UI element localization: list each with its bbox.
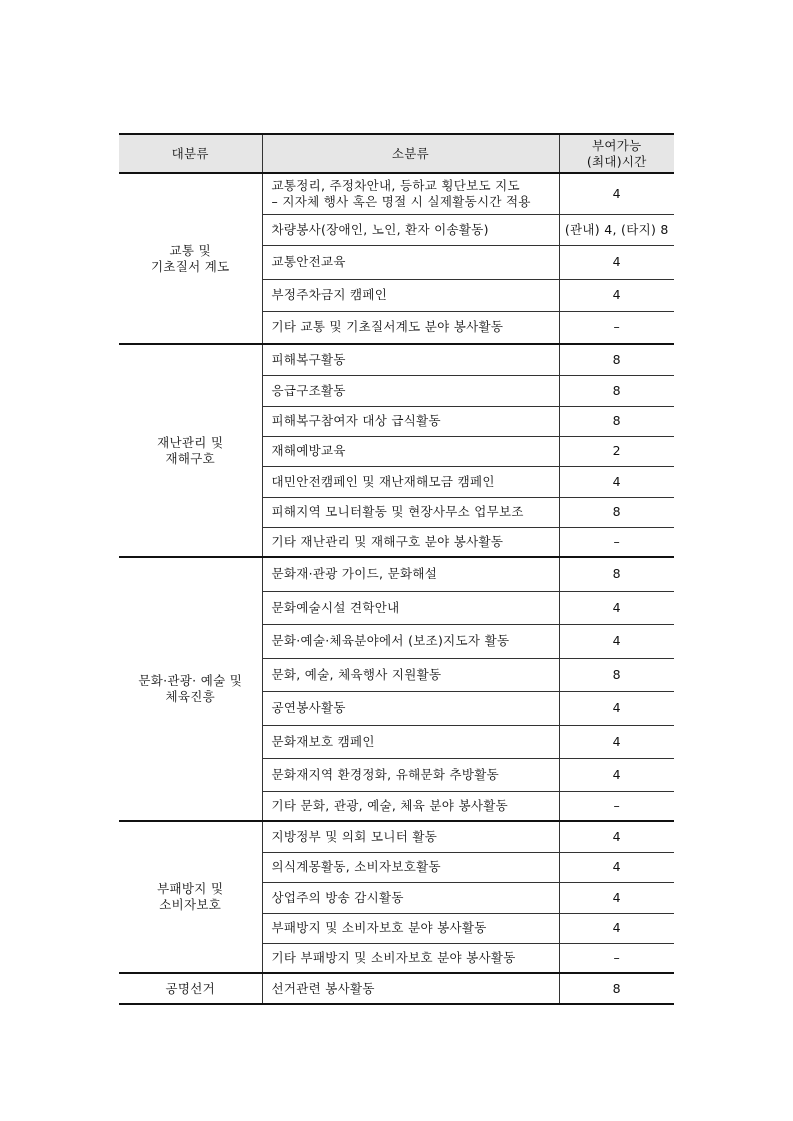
table-row bbox=[119, 821, 674, 852]
minor-category: 대민안전캠페인 및 재난재해모금 캠페인 bbox=[262, 466, 559, 497]
max-hours: – bbox=[559, 311, 674, 344]
max-hours: 4 bbox=[559, 591, 674, 624]
max-hours: 8 bbox=[559, 658, 674, 691]
minor-category: 상업주의 방송 감시활동 bbox=[262, 882, 559, 913]
minor-category: 피해지역 모니터활동 및 현장사무소 업무보조 bbox=[262, 497, 559, 527]
minor-category: 기타 교통 및 기초질서계도 분야 봉사활동 bbox=[262, 311, 559, 344]
major-label-line2: 재해구호 bbox=[165, 450, 215, 466]
major-label-line1: 교통 및 bbox=[169, 242, 211, 258]
minor-category: 부정주차금지 캠페인 bbox=[262, 279, 559, 311]
max-hours: 4 bbox=[559, 882, 674, 913]
major-category-anticorruption bbox=[119, 821, 262, 973]
major-category-election bbox=[119, 973, 262, 1004]
max-hours: 4 bbox=[559, 173, 674, 214]
minor-category: 문화재보호 캠페인 bbox=[262, 725, 559, 758]
table-row bbox=[119, 973, 674, 1004]
max-hours: – bbox=[559, 527, 674, 557]
max-hours: 8 bbox=[559, 557, 674, 591]
max-hours: 4 bbox=[559, 758, 674, 791]
minor-category: 문화재지역 환경정화, 유해문화 추방활동 bbox=[262, 758, 559, 791]
max-hours: 4 bbox=[559, 466, 674, 497]
table-row bbox=[119, 344, 674, 375]
minor-category: 응급구조활동 bbox=[262, 375, 559, 406]
max-hours: 8 bbox=[559, 973, 674, 1004]
max-hours: 8 bbox=[559, 497, 674, 527]
major-label-line2: 기초질서 계도 bbox=[150, 258, 230, 274]
minor-category: 공연봉사활동 bbox=[262, 691, 559, 725]
header-max-hours bbox=[559, 134, 674, 173]
header-minor-category: 소분류 bbox=[262, 134, 559, 173]
volunteer-hours-table bbox=[119, 133, 674, 1005]
minor-category: 피해복구활동 bbox=[262, 344, 559, 375]
minor-line1: 교통정리, 주정차안내, 등하교 횡단보도 지도 bbox=[271, 177, 520, 193]
table-body bbox=[119, 173, 674, 1004]
minor-category: 기타 문화, 관광, 예술, 체육 분야 봉사활동 bbox=[262, 791, 559, 821]
max-hours: 4 bbox=[559, 852, 674, 882]
minor-category: 문화예술시설 견학안내 bbox=[262, 591, 559, 624]
minor-category: 기타 재난관리 및 재해구호 분야 봉사활동 bbox=[262, 527, 559, 557]
minor-category: 의식계몽활동, 소비자보호활동 bbox=[262, 852, 559, 882]
max-hours: 4 bbox=[559, 691, 674, 725]
minor-category: 지방정부 및 의회 모니터 활동 bbox=[262, 821, 559, 852]
minor-category: 문화, 예술, 체육행사 지원활동 bbox=[262, 658, 559, 691]
minor-category: 문화·예술·체육분야에서 (보조)지도자 활동 bbox=[262, 624, 559, 658]
table-row bbox=[119, 173, 674, 214]
major-label-line2: 소비자보호 bbox=[159, 897, 222, 912]
major-category-disaster bbox=[119, 344, 262, 557]
major-label-line1: 공명선거 bbox=[165, 980, 215, 996]
header-row bbox=[119, 134, 674, 173]
max-hours: 4 bbox=[559, 725, 674, 758]
table-row bbox=[119, 557, 674, 591]
major-category-culture bbox=[119, 557, 262, 821]
max-hours: 8 bbox=[559, 406, 674, 436]
minor-category: 선거관련 봉사활동 bbox=[262, 973, 559, 1004]
table-header bbox=[119, 134, 674, 173]
minor-category: 차량봉사(장애인, 노인, 환자 이송활동) bbox=[262, 214, 559, 245]
minor-category bbox=[262, 173, 559, 214]
max-hours: 4 bbox=[559, 279, 674, 311]
max-hours: 4 bbox=[559, 913, 674, 943]
major-category-traffic bbox=[119, 173, 262, 344]
max-hours: – bbox=[559, 943, 674, 973]
header-max-hours-line2: (최대)시간 bbox=[586, 153, 647, 169]
minor-category: 부패방지 및 소비자보호 분야 봉사활동 bbox=[262, 913, 559, 943]
max-hours: 8 bbox=[559, 344, 674, 375]
max-hours: 4 bbox=[559, 245, 674, 279]
major-label-line1: 재난관리 및 bbox=[157, 434, 224, 450]
header-max-hours-line1: 부여가능 bbox=[591, 137, 642, 153]
minor-category: 문화재·관광 가이드, 문화해설 bbox=[262, 557, 559, 591]
max-hours: (관내) 4, (타지) 8 bbox=[559, 214, 674, 245]
max-hours: 2 bbox=[559, 436, 674, 466]
minor-category: 재해예방교육 bbox=[262, 436, 559, 466]
major-label-line1: 부패방지 및 bbox=[157, 881, 224, 896]
header-major-category: 대분류 bbox=[119, 134, 262, 173]
minor-category: 피해복구참여자 대상 급식활동 bbox=[262, 406, 559, 436]
major-label-line1: 문화·관광· 예술 및 bbox=[138, 673, 243, 688]
minor-line2: – 지자체 행사 혹은 명절 시 실제활동시간 적용 bbox=[271, 193, 531, 209]
minor-category: 교통안전교육 bbox=[262, 245, 559, 279]
max-hours: 4 bbox=[559, 624, 674, 658]
max-hours: 8 bbox=[559, 375, 674, 406]
major-label-line2: 체육진흥 bbox=[165, 689, 215, 704]
max-hours: – bbox=[559, 791, 674, 821]
minor-category: 기타 부패방지 및 소비자보호 분야 봉사활동 bbox=[262, 943, 559, 973]
max-hours: 4 bbox=[559, 821, 674, 852]
